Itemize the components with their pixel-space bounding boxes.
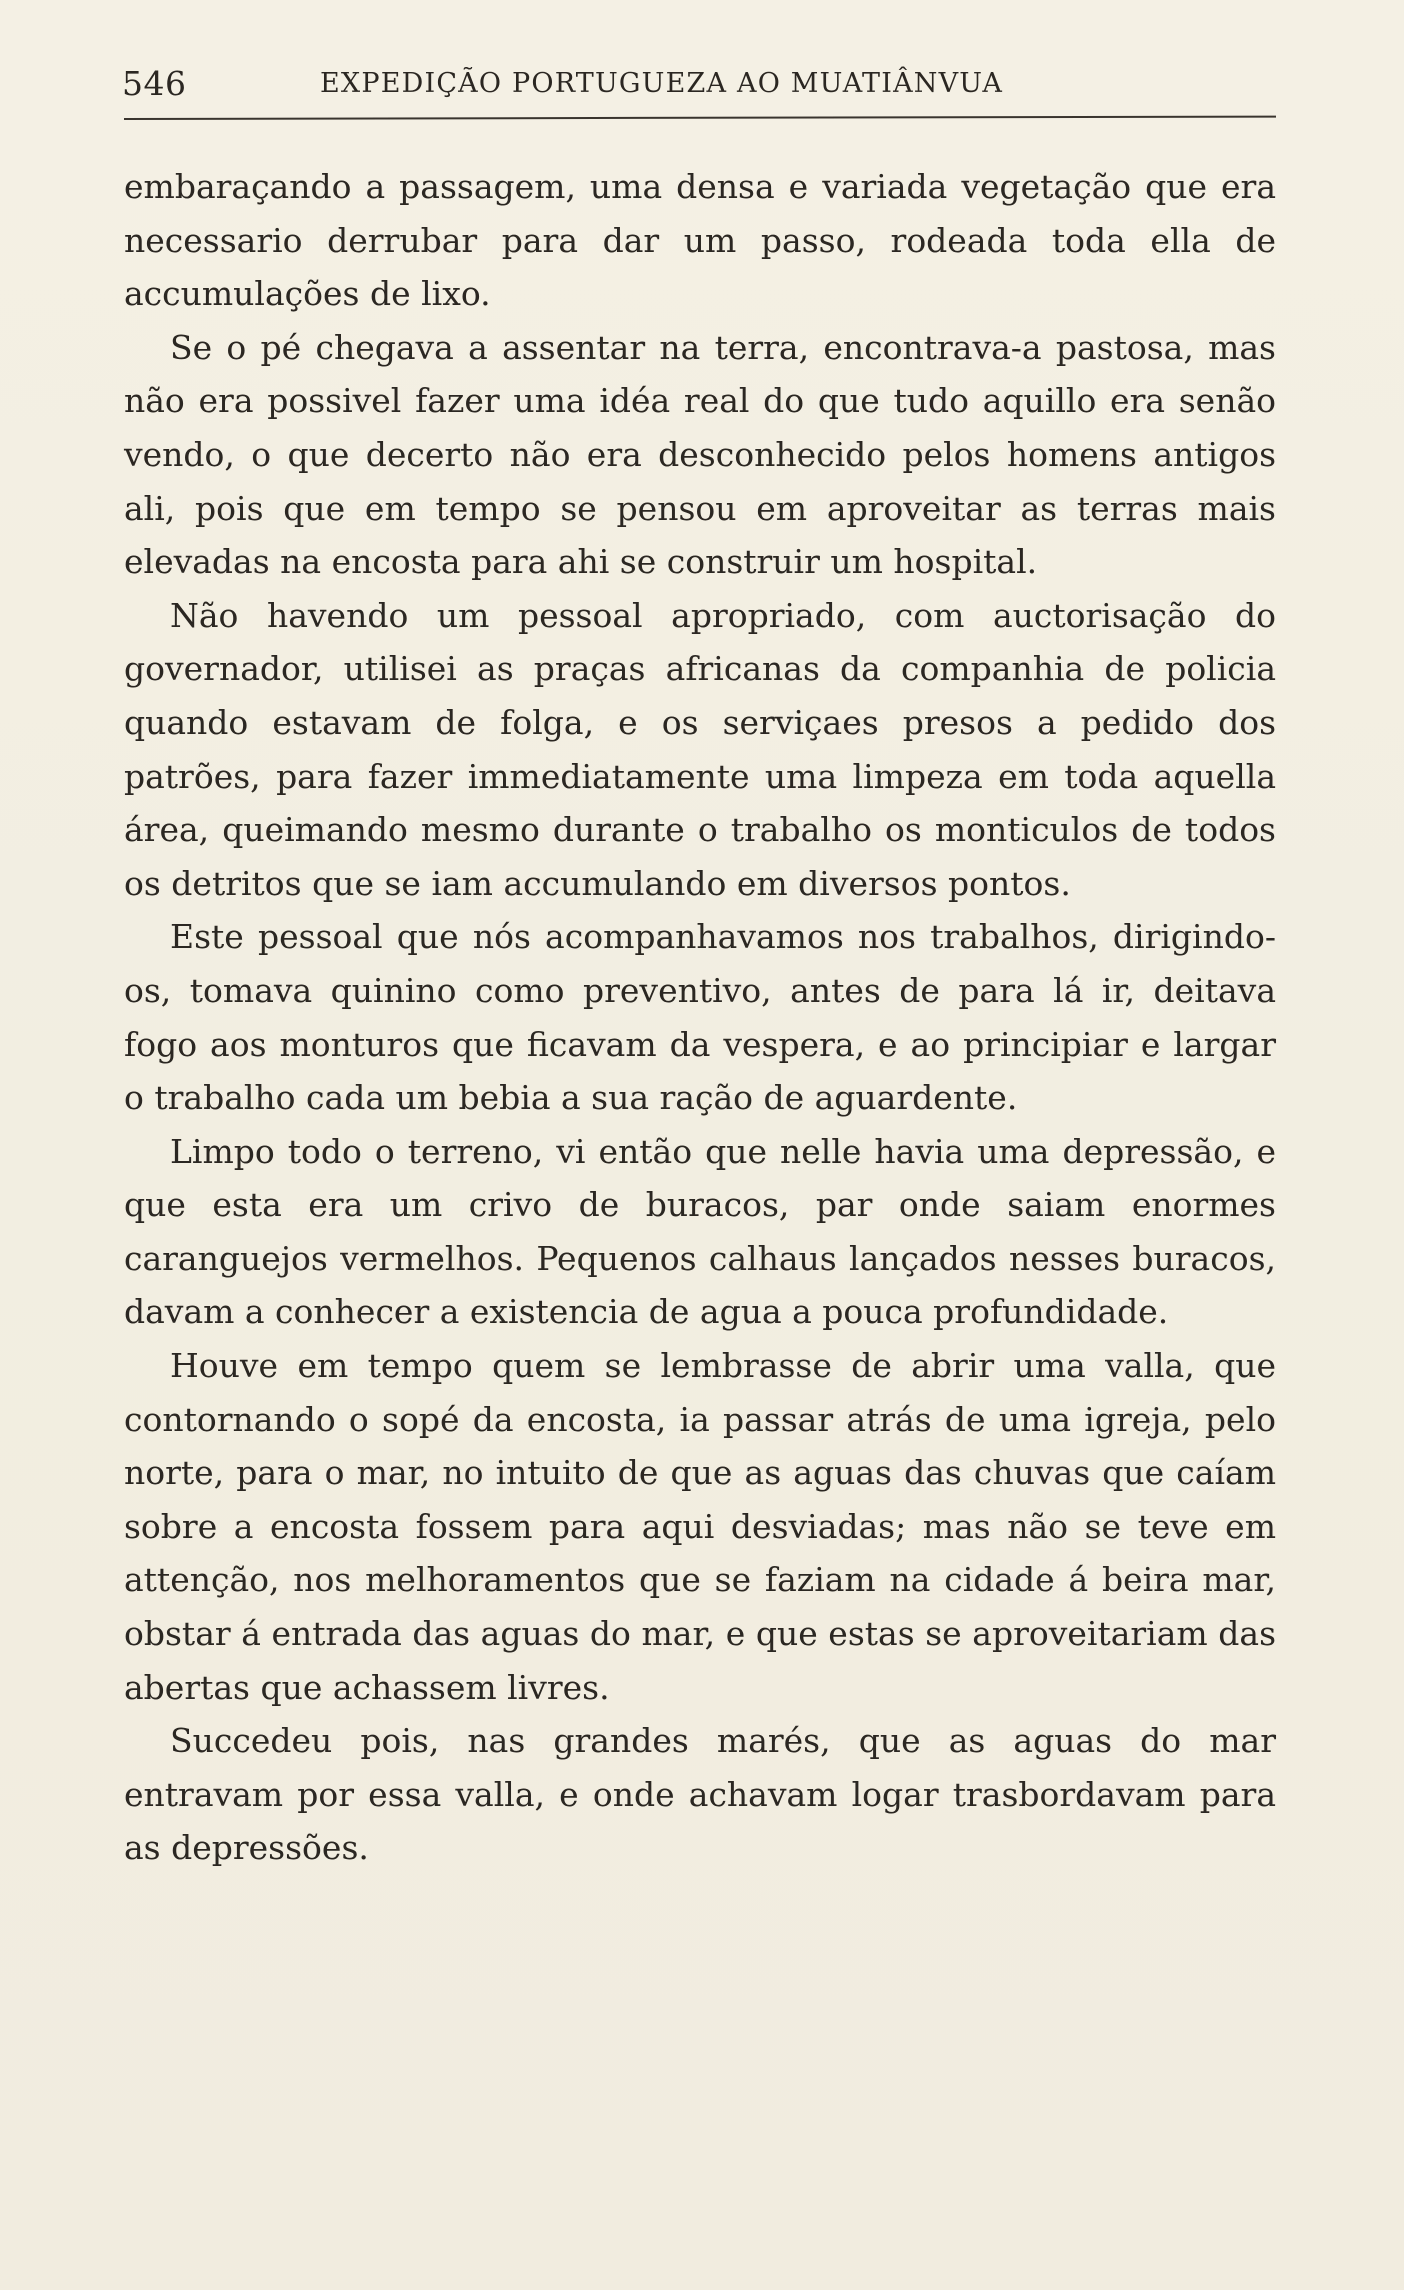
paragraph: Não havendo um pessoal apropriado, com auctorisação do governador, utilisei as praças africanas da companhia de policia quando estavam de folga, e os serviçaes presos a pedido dos patrões, para fazer immediatamente uma limpeza em toda aquella área, queimando mesmo durante o trabalho os monticulos de todos os detritos que se iam accumulando em diversos pontos. [124,595,1276,903]
paragraph: Este pessoal que nós acompanhavamos nos trabalhos, dirigindo-os, tomava quinino como preventivo, antes de para lá ir, deitava fogo aos monturos que ficavam da vespera, e ao principiar e largar o trabalho cada um bebia a sua ração de aguardente. [124,917,1276,1118]
body-text [124,160,1276,1875]
paragraph: Limpo todo o terreno, vi então que nelle havia uma depressão, e que esta era um crivo de buracos, par onde saiam enormes caranguejos vermelhos. Pequenos calhaus lançados nesses buracos, davam a conhecer a existencia de agua a pouca profundidade. [124,1131,1276,1332]
paragraph: Succedeu pois, nas grandes marés, que as aguas do mar entravam por essa valla, e onde achavam logar trasbordavam para as depressões. [124,1721,1276,1868]
page-number: 546 [122,64,187,103]
page-header [122,60,1278,112]
paragraph: Houve em tempo quem se lembrasse de abrir uma valla, que contornando o sopé da encosta, ia passar atrás de uma igreja, pelo norte, para o mar, no intuito de que as aguas das chuvas que caíam sobre a encosta fossem para aqui desviadas; mas não se teve em attenção, nos melhoramentos que se faziam na cidade á beira mar, obstar á entrada das aguas do mar, e que estas se aproveitariam das abertas que achassem livres. [124,1346,1276,1707]
header-rule [124,116,1276,120]
paragraph: Se o pé chegava a assentar na terra, encontrava-a pastosa, mas não era possivel fazer uma idéa real do que tudo aquillo era senão vendo, o que decerto não era desconhecido pelos homens antigos ali, pois que em tempo se pensou em aproveitar as terras mais elevadas na encosta para ahi se construir um hospital. [124,327,1276,582]
running-title: EXPEDIÇÃO PORTUGUEZA AO MUATIÂNVUA [320,68,1004,99]
paragraph-continuation: embaraçando a passagem, uma densa e variada vegetação que era necessario derrubar para dar um passo, rodeada toda ella de accumulações de lixo. [124,167,1276,314]
